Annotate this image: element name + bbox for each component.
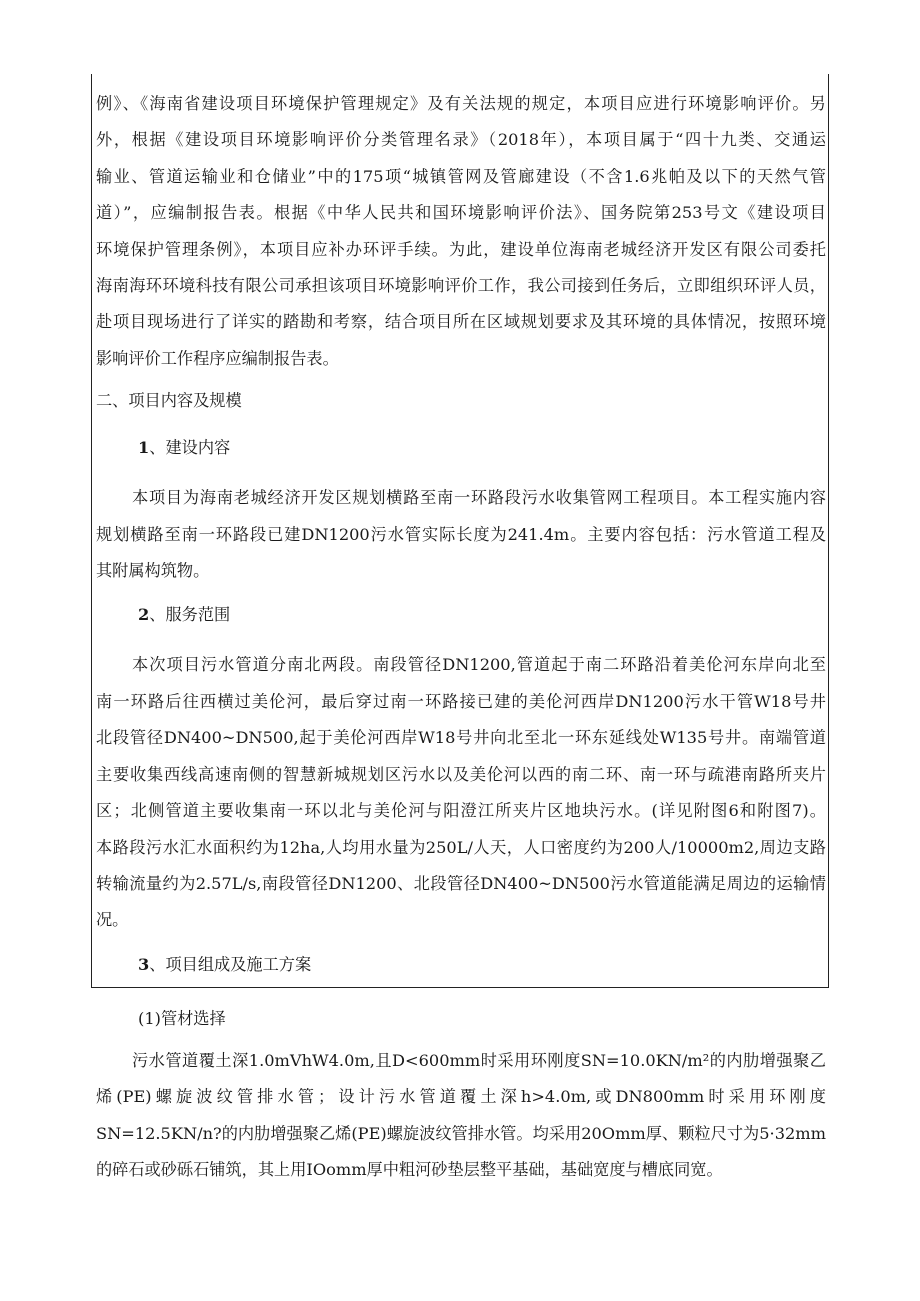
intro-line: 海南海环环境科技有限公司承担该项目环境影响评价工作，我公司接到任务后，立即组织环评人员， xyxy=(96,276,826,296)
subsubsection-title: 管材选择 xyxy=(160,1008,226,1028)
paragraph-line: 的碎石或砂砾石铺筑，其上用IOomm厚中粗河砂垫层整平基础，基础宽度与槽底同宽。 xyxy=(96,1159,723,1179)
paragraph-line: 本项目为海南老城经济开发区规划横路至南一环路段污水收集管网工程项目。本工程实施内容 xyxy=(132,488,826,508)
subsection-heading-composition xyxy=(96,939,826,991)
subsection-title: 、建设内容 xyxy=(149,438,231,458)
subsection-number: 3 xyxy=(138,954,150,974)
subsection-title: 、项目组成及施工方案 xyxy=(149,954,312,974)
paragraph-line: 北段管径DN400~DN500,起于美伦河西岸W18号井向北至北一环东延线处W135号井。南端管道 xyxy=(96,728,826,748)
paragraph-line: 况。 xyxy=(96,910,129,930)
intro-line: 输业、管道运输业和仓储业”中的175项“城镇管网及管廊建设（不含1.6兆帕及以下的天然气管 xyxy=(96,166,826,186)
intro-line: 赴项目现场进行了详实的踏勘和考察，结合项目所在区域规划要求及其环境的具体情况，按照环境 xyxy=(96,312,826,332)
paragraph-line: 烯(PE)螺旋波纹管排水管；设计污水管道覆土深h>4.0m,或DN800mm时采用环刚度 xyxy=(96,1087,826,1107)
intro-line: 环境保护管理条例》，本项目应补办环评手续。为此，建设单位海南老城经济开发区有限公司委托 xyxy=(96,239,826,259)
construction-paragraph xyxy=(96,480,826,589)
subsection-number: 1 xyxy=(138,438,150,458)
intro-line: 影响评价工作程序应编制报告表。 xyxy=(96,348,339,368)
paragraph-line: 主要收集西线高速南侧的智慧新城规划区污水以及美伦河以西的南二环、南一环与疏港南路所夹片 xyxy=(96,764,826,784)
intro-line: 道）”，应编制报告表。根据《中华人民共和国环境影响评价法》、国务院第253号文《建设项目 xyxy=(96,203,826,223)
paragraph-line: 污水管道覆土深1.0mVhW4.0m,且D<600mm时采用环刚度SN=10.0KN/m²的内肋增强聚乙 xyxy=(132,1050,826,1070)
intro-line: 例》、《海南省建设项目环境保护管理规定》及有关法规的规定，本项目应进行环境影响评价。另 xyxy=(96,94,826,113)
material-paragraph xyxy=(96,1043,826,1189)
subsection-heading-service xyxy=(96,589,826,641)
section-heading: 二、项目内容及规模 xyxy=(96,391,242,411)
service-paragraph xyxy=(96,647,826,938)
paragraph-line: 南一环路后往西横过美伦河，最后穿过南一环路接已建的美伦河西岸DN1200污水干管W18号井 xyxy=(96,691,826,711)
subsection-number: 2 xyxy=(138,605,150,625)
subsubsection-number: (1) xyxy=(138,1008,161,1028)
subsection-title: 、服务范围 xyxy=(149,605,231,625)
subsection-heading-construction xyxy=(96,422,826,474)
paragraph-line: 本路段污水汇水面积约为12ha,人均用水量为250L/人天，人口密度约为200人/10000m2,周边支路 xyxy=(96,837,826,857)
paragraph-line: 其附属构筑物。 xyxy=(96,561,210,581)
intro-line: 外，根据《建设项目环境影响评价分类管理名录》（2018年），本项目属于“四十九类、交通运 xyxy=(96,130,826,150)
paragraph-line: SN=12.5KN/n?的内肋增强聚乙烯(PE)螺旋波纹管排水管。均采用20Omm厚、颗粒尺寸为5·32mm xyxy=(96,1123,826,1143)
paragraph-line: 区；北侧管道主要收集南一环以北与美伦河与阳澄江所夹片区地块污水。(详见附图6和附图7)。 xyxy=(96,801,826,821)
document-body xyxy=(96,86,826,1188)
paragraph-line: 规划横路至南一环路段已建DN1200污水管实际长度为241.4m。主要内容包括：污水管道工程及 xyxy=(96,524,826,544)
paragraph-line: 转输流量约为2.57L/s,南段管径DN1200、北段管径DN400~DN500污水管道能满足周边的运输情 xyxy=(96,873,826,893)
paragraph-line: 本次项目污水管道分南北两段。南段管径DN1200,管道起于南二环路沿着美伦河东岸向北至 xyxy=(132,655,826,675)
subsubsection-heading-material xyxy=(96,991,826,1043)
